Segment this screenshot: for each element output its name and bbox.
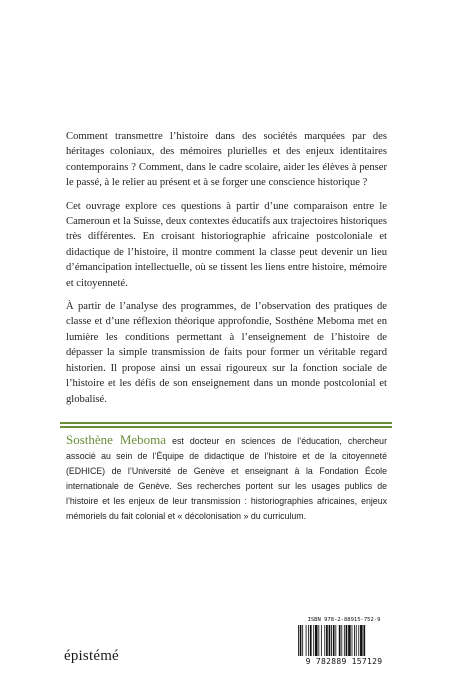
author-bio — [66, 432, 387, 524]
blurb-paragraph-3: À partir de l’analyse des programmes, de l’observation des pratiques de classe et d’une réflexion théorique approfondie, Sosthène Meboma met en lumière les conditions permettant à l’enseignement de l’histoire de dépasser la simple transmission de faits pour former un véritable regard historien. Il propose ainsi un essai rigoureux sur la fonction sociale de l’histoire et les défis de son enseignement dans un monde postcolonial et globalisé. — [66, 301, 387, 405]
barcode-bar — [344, 625, 345, 656]
barcode-bar — [363, 625, 365, 656]
isbn-label: ISBN 978-2-88915-752-9 — [307, 617, 381, 623]
barcode-bar — [333, 625, 335, 656]
isbn-barcode-block — [295, 616, 393, 672]
barcode-icon — [297, 625, 391, 656]
barcode-bar — [300, 625, 302, 656]
blurb-paragraph-2: Cet ouvrage explore ces questions à partir d’une comparaison entre le Cameroun et la Suisse, deux contextes éducatifs aux trajectoires historiques très différentes. En croisant historiographie africaine postcoloniale et didactique de l’histoire, il montre comment la classe peut devenir un lieu d’émancipation intellectuelle, où se tissent les liens entre histoire, mémoire et citoyenneté. — [66, 200, 387, 289]
blurb-paragraph-1: Comment transmettre l’histoire dans des sociétés marquées par des héritages coloniaux, des mémoires plurielles et des enjeux identitaires contemporains ? Comment, dans le cadre scolaire, aider les élèves à penser le passé, à le relier au présent et à se forger une conscience historique ? — [66, 131, 387, 189]
barcode-bar — [326, 625, 328, 656]
divider-rule-top — [60, 422, 392, 424]
barcode-bar — [324, 625, 325, 656]
barcode-bar — [348, 625, 351, 656]
author-name: Sosthène Meboma — [66, 432, 167, 447]
barcode-bar — [346, 625, 348, 656]
barcode-bar — [352, 625, 353, 656]
barcode-bar — [306, 625, 307, 656]
barcode-bar — [329, 625, 331, 656]
divider-rule-bottom — [60, 426, 392, 428]
barcode-bar — [313, 625, 314, 656]
barcode-bar — [339, 625, 341, 656]
barcode-bar — [335, 625, 336, 656]
barcode-bar — [308, 625, 309, 656]
barcode-bar — [315, 625, 318, 656]
barcode-bar — [302, 625, 303, 656]
back-cover-blurb — [66, 129, 387, 415]
barcode-bar — [341, 625, 342, 656]
barcode-bar — [331, 625, 332, 656]
author-bio-text: est docteur en sciences de l’éducation, chercheur associé au sein de l’Équipe de didactique de l’histoire et de la citoyenneté (EDHICE) de l’Université de Genève et enseignant à la Fondation École internationale de Genève. Ses recherches portent sur les usages publics de l’histoire et les enjeux de leur transmission : historiographies africaines, enjeux mémoriels du fait colonial et « décolonisation » du curriculum. — [66, 436, 387, 521]
barcode-digits: 9 782889 157129 — [305, 657, 383, 666]
barcode-bar — [321, 625, 322, 656]
barcode-bar — [356, 625, 357, 656]
barcode-bar — [298, 625, 299, 656]
publisher-logo: épistémé — [64, 648, 119, 664]
barcode-bar — [360, 625, 363, 656]
barcode-bar — [310, 625, 312, 656]
barcode-bar — [354, 625, 355, 656]
barcode-bar — [318, 625, 319, 656]
barcode-bar — [358, 625, 359, 656]
